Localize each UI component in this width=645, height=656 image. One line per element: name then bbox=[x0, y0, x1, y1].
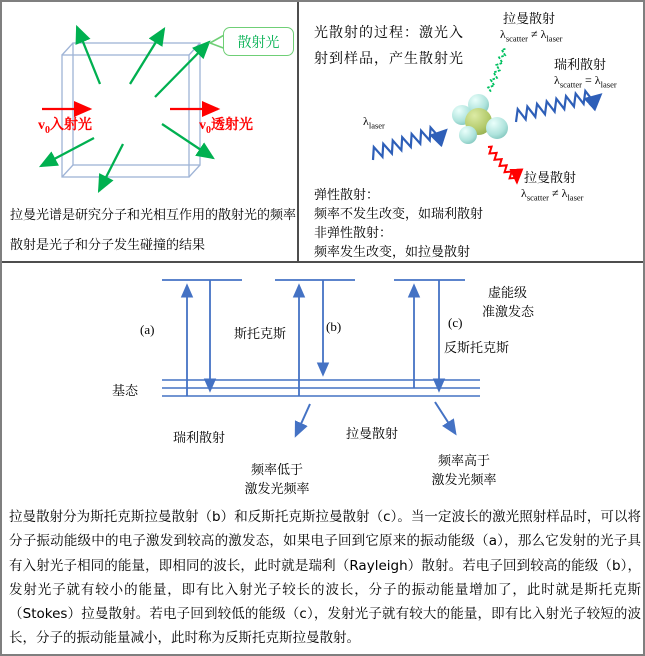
incident-light-label: $v_0$入射光 bbox=[38, 117, 92, 136]
rayleigh-scattering-label: 瑞利散射 bbox=[173, 431, 226, 446]
raman-top-formula: $\lambda_{scatter} \ne \lambda_{laser}$ bbox=[500, 27, 563, 44]
explanation-paragraph: 拉曼散射分为斯托克斯拉曼散射（b）和反斯托克斯拉曼散射（c）。当一定波长的激光照射样品时，可以将分子振动能级中的电子激发到较高的激发态，如果电子回到它原来的振动能级（a），那么它发射的光子具有入射光子相同的能量，即相同的波长，此时就是瑞利（Rayleigh）散射。若电子回到较高的能级（b），发射光子就有较小的能量，即有比入射光子较长的波长，分子的振动能量增加了，此时就是斯托克斯（Stokes）拉曼散射。若电子回到较低的能级（c），发射光子就有较大的能量，即有比入射光子较短的波长，分子的振动能量减小，此时称为反斯托克斯拉曼散射。 bbox=[9, 509, 641, 647]
raman-photon-wave-up bbox=[487, 47, 507, 92]
panel-divider-vertical bbox=[297, 2, 299, 261]
elastic-scattering-title: 弹性散射： bbox=[314, 188, 380, 203]
raman-definition-caption: 拉曼光谱是研究分子和光相互作用的散射光的频率 bbox=[10, 208, 297, 223]
elastic-scattering-desc: 频率不发生改变，如瑞利散射 bbox=[314, 207, 484, 222]
molecule-atom-right bbox=[486, 117, 508, 139]
scattering-intro-line2: 射到样品，产生散射光 bbox=[314, 51, 464, 67]
freq-lower-line1: 频率低于 bbox=[250, 463, 303, 478]
transmitted-light-label: $v_0$透射光 bbox=[199, 117, 253, 136]
raman-scattering-label: 拉曼散射 bbox=[346, 427, 399, 442]
freq-lower-note bbox=[217, 461, 337, 499]
stokes-label: 斯托克斯 bbox=[234, 327, 287, 342]
freq-higher-line2: 激发光频率 bbox=[431, 473, 497, 488]
scattered-light-label: 散射光 bbox=[237, 34, 280, 51]
transition-a-label: (a) bbox=[140, 322, 155, 337]
raman-top-title: 拉曼散射 bbox=[503, 12, 556, 27]
freq-lower-line2: 激发光频率 bbox=[244, 482, 310, 497]
transition-c-label: (c) bbox=[448, 315, 463, 330]
scattering-definition-caption: 散射是光子和分子发生碰撞的结果 bbox=[10, 238, 206, 253]
rayleigh-title: 瑞利散射 bbox=[554, 58, 607, 73]
molecule-atom-bottom-left bbox=[459, 126, 477, 144]
inelastic-scattering-desc: 频率发生改变，如拉曼散射 bbox=[314, 245, 471, 260]
ground-state-label: 基态 bbox=[112, 384, 139, 399]
rayleigh-photon-wave bbox=[513, 88, 601, 122]
raman-bottom-title: 拉曼散射 bbox=[524, 171, 577, 186]
rayleigh-formula: $\lambda_{scatter} = \lambda_{laser}$ bbox=[554, 73, 617, 90]
scattering-intro-line1: 光散射的过程：激光入 bbox=[314, 25, 464, 41]
freq-higher-note bbox=[404, 452, 524, 490]
anti-stokes-label: 反斯托克斯 bbox=[444, 341, 510, 356]
laser-wavelength-label: $\lambda_{laser}$ bbox=[363, 114, 385, 131]
freq-higher-line1: 频率高于 bbox=[437, 454, 490, 469]
raman-photon-wave-down bbox=[486, 145, 520, 185]
transition-arrows bbox=[187, 280, 439, 396]
transition-b-label: (b) bbox=[326, 319, 342, 334]
raman-bottom-formula: $\lambda_{scatter} \ne \lambda_{laser}$ bbox=[521, 186, 584, 203]
quasi-excited-label: 准激发态 bbox=[482, 305, 535, 320]
inelastic-scattering-title: 非弹性散射： bbox=[314, 226, 393, 241]
virtual-level-label: 虚能级 bbox=[488, 286, 528, 301]
scattered-light-callout bbox=[223, 27, 294, 56]
panel-divider-horizontal bbox=[2, 261, 643, 263]
